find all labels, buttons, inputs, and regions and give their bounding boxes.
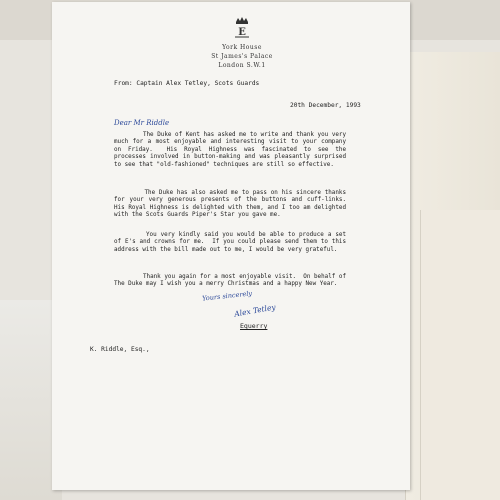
letterhead-line-1: York House — [222, 44, 262, 51]
signatory-title: Equerry — [240, 322, 268, 330]
recipient-line: K. Riddle, Esq., — [90, 346, 150, 353]
svg-text:E: E — [238, 27, 246, 38]
letterhead-line-2: St James's Palace — [211, 53, 273, 60]
royal-crest-icon — [231, 16, 253, 40]
letter-page — [52, 2, 410, 490]
signature: Alex Tetley — [233, 302, 277, 319]
letter-date: 20th December, 1993 — [290, 102, 361, 109]
closing-handwritten: Yours sincerely — [201, 289, 253, 303]
letterhead-line-3: London S.W.1 — [218, 62, 266, 69]
salutation-handwritten: Dear Mr Riddle — [114, 119, 170, 127]
background-paper-sheet-2 — [420, 210, 500, 500]
body-paragraph-3: You very kindly said you would be able to produce a set of E's and crowns for me. If you could please send them to this address with the bill made out to me, I would be very grateful. — [114, 232, 350, 253]
body-paragraph-2: The Duke has also asked me to pass on his sincere thanks for your very generous presents of the buttons and cuff-links. His Royal Highness is delighted with them, and I too am delighted with the Scots Guards Piper's Star you gave me. — [114, 190, 354, 219]
body-paragraph-1: The Duke of Kent has asked me to write and thank you very much for a most enjoyable and interesting visit to your company on Friday. His Royal Highness was fascinated to see the processes involved in button-making and was pleasantly surprised to see that "old-fashioned" techniques are still so effective. — [114, 132, 350, 168]
from-line: From: Captain Alex Tetley, Scots Guards — [114, 80, 260, 87]
body-paragraph-4: Thank you again for a most enjoyable visit. On behalf of The Duke may I wish you a merry Christmas and a happy New Year. — [114, 274, 350, 288]
